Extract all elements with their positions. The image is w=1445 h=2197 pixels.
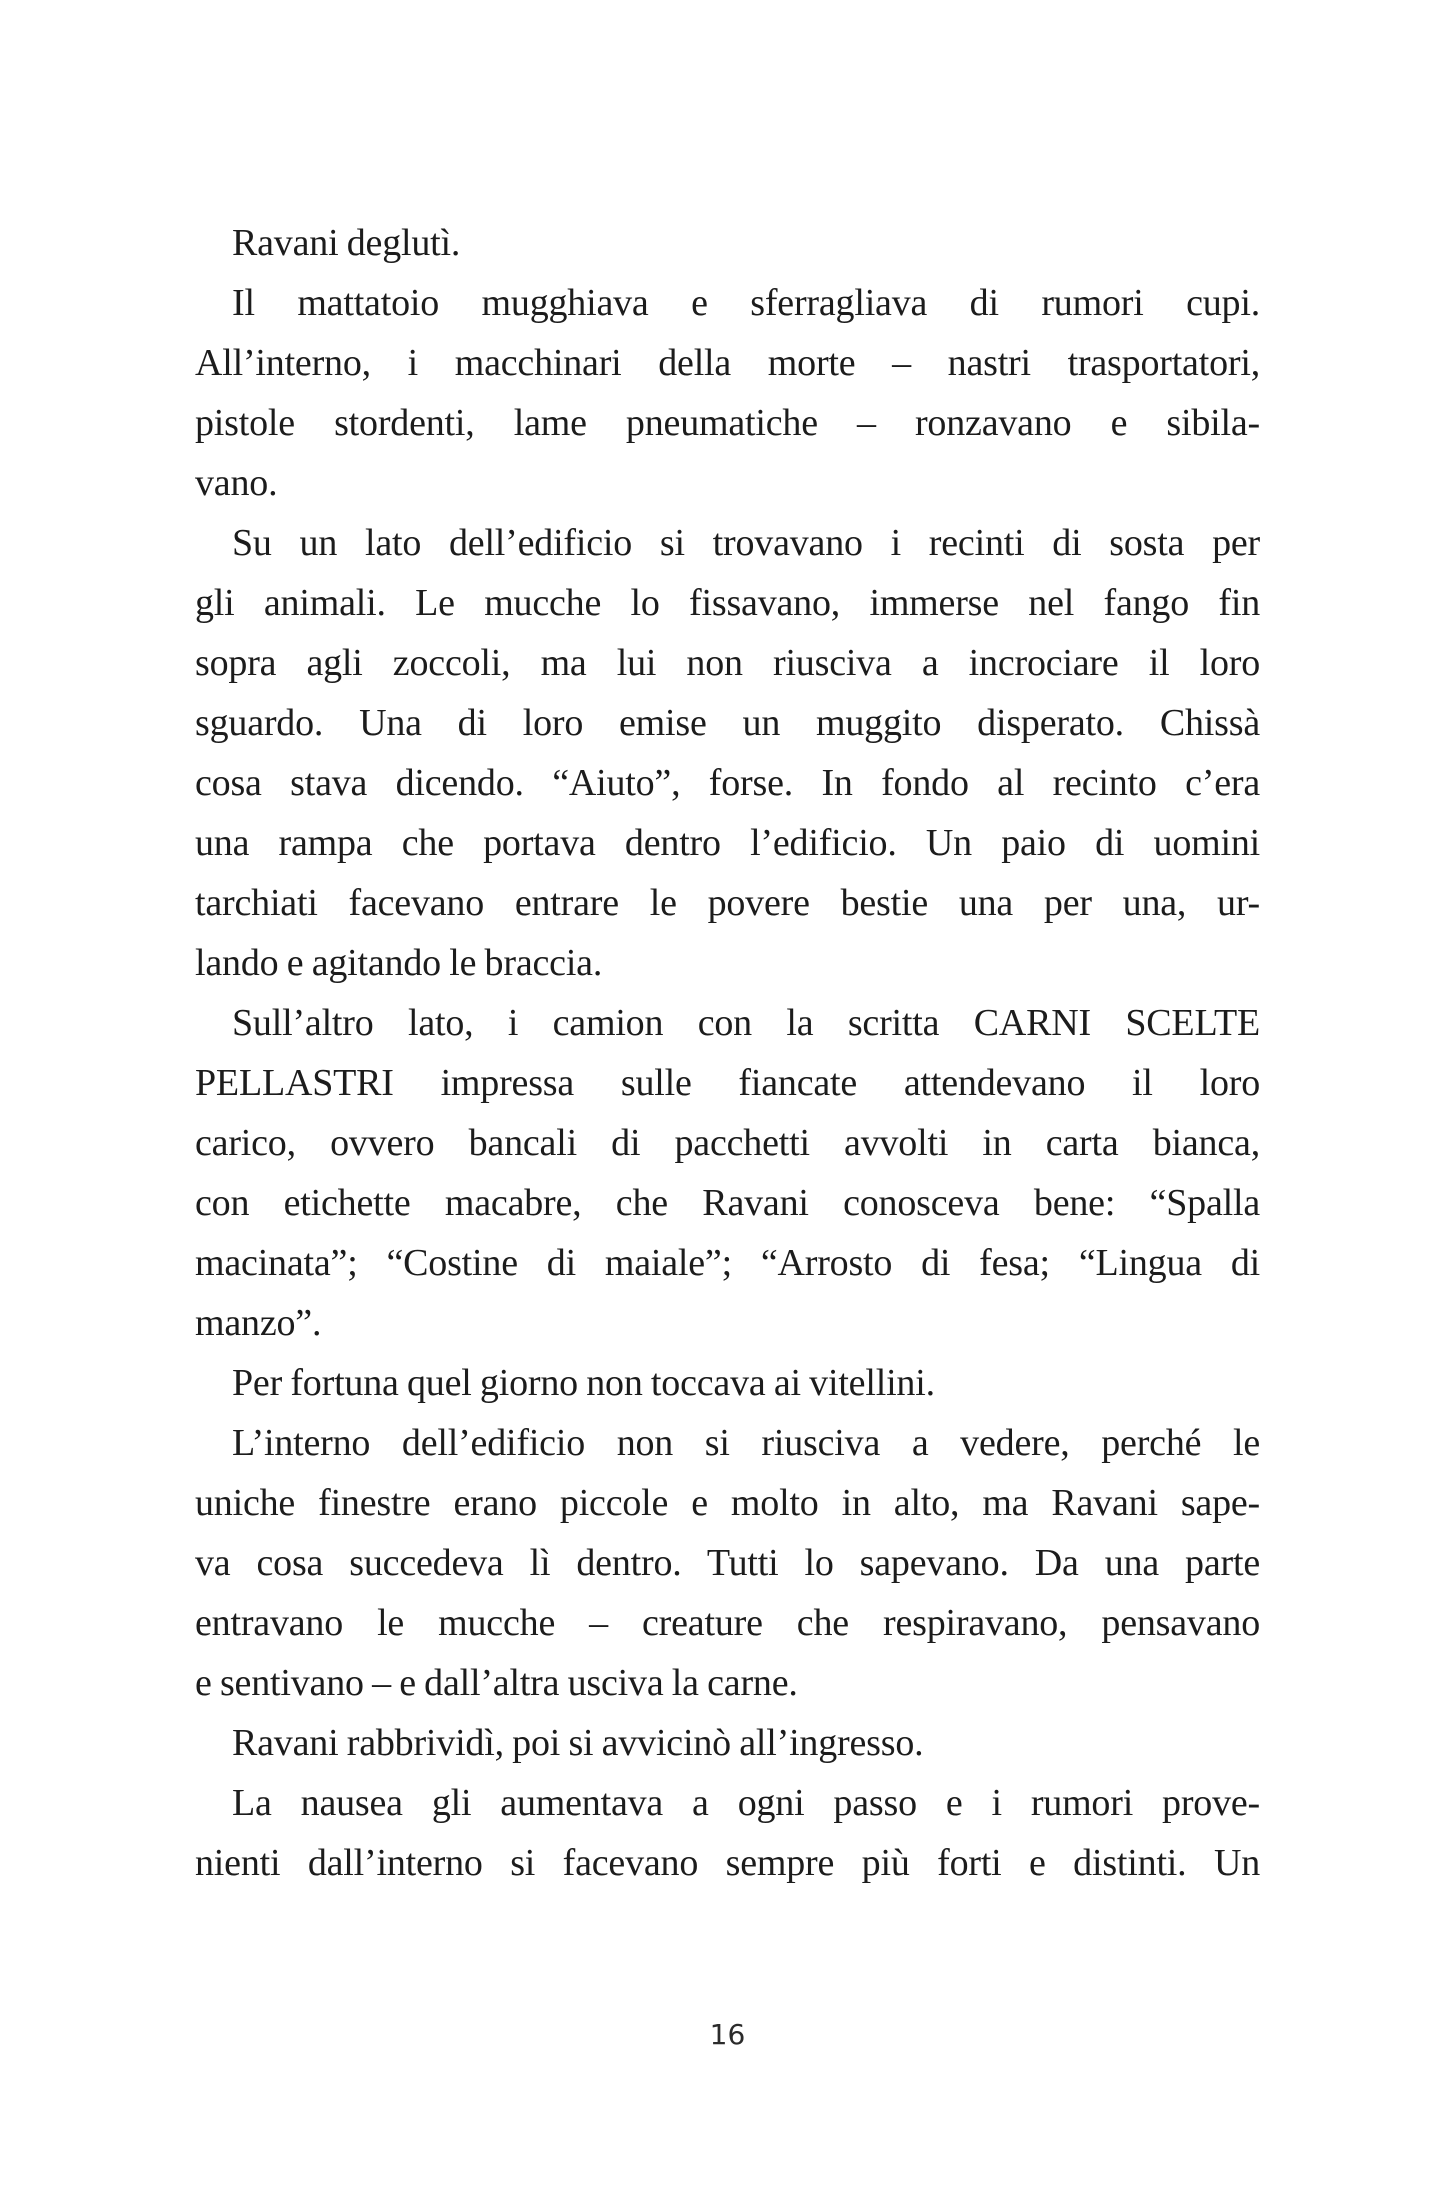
- text-line: Il mattatoio mugghiava e sferragliava di rumori cupi.: [232, 282, 1260, 324]
- text-line: sguardo. Una di loro emise un muggito disperato. Chissà: [195, 702, 1260, 744]
- text-line: vano.: [195, 462, 278, 504]
- paragraph: [195, 993, 1260, 1353]
- text-line: Su un lato dell’edificio si trovavano i recinti di sosta per: [232, 522, 1260, 564]
- text-line: una rampa che portava dentro l’edificio. Un paio di uomini: [195, 822, 1260, 864]
- text-line: e sentivano – e dall’altra usciva la carne.: [195, 1662, 798, 1704]
- text-line: L’interno dell’edificio non si riusciva a vedere, perché le: [232, 1422, 1260, 1464]
- text-line: va cosa succedeva lì dentro. Tutti lo sapevano. Da una parte: [195, 1542, 1260, 1584]
- page-number-label: 16: [709, 2018, 746, 2051]
- text-line: lando e agitando le braccia.: [195, 942, 603, 984]
- text-line: PELLASTRI impressa sulle fiancate attendevano il loro: [195, 1062, 1260, 1104]
- text-line: La nausea gli aumentava a ogni passo e i rumori prove-: [232, 1782, 1260, 1824]
- text-line: Per fortuna quel giorno non toccava ai vitellini.: [232, 1362, 935, 1404]
- text-line: Ravani deglutì.: [232, 222, 461, 264]
- paragraph: [195, 1713, 1260, 1773]
- text-line: sopra agli zoccoli, ma lui non riusciva a incrociare il loro: [195, 642, 1260, 684]
- text-line: gli animali. Le mucche lo fissavano, immerse nel fango fin: [195, 582, 1260, 624]
- text-line: carico, ovvero bancali di pacchetti avvolti in carta bianca,: [195, 1122, 1260, 1164]
- paragraph: [195, 1353, 1260, 1413]
- paragraph: [195, 213, 1260, 273]
- text-line: Sull’altro lato, i camion con la scritta CARNI SCELTE: [232, 1002, 1260, 1044]
- text-line: Ravani rabbrividì, poi si avvicinò all’ingresso.: [232, 1722, 924, 1764]
- text-line: tarchiati facevano entrare le povere bestie una per una, ur-: [195, 882, 1260, 924]
- text-line: pistole stordenti, lame pneumatiche – ronzavano e sibila-: [195, 402, 1260, 444]
- text-line: macinata”; “Costine di maiale”; “Arrosto di fesa; “Lingua di: [195, 1242, 1260, 1284]
- text-line: All’interno, i macchinari della morte – nastri trasportatori,: [195, 342, 1260, 384]
- paragraph: [195, 273, 1260, 513]
- text-line: nienti dall’interno si facevano sempre più forti e distinti. Un: [195, 1842, 1260, 1884]
- paragraph: [195, 1773, 1260, 1893]
- text-block: [195, 213, 1260, 1893]
- text-line: uniche finestre erano piccole e molto in alto, ma Ravani sape-: [195, 1482, 1260, 1524]
- paragraph: [195, 1413, 1260, 1713]
- text-line: cosa stava dicendo. “Aiuto”, forse. In fondo al recinto c’era: [195, 762, 1260, 804]
- paragraph: [195, 513, 1260, 993]
- text-line: con etichette macabre, che Ravani conosceva bene: “Spalla: [195, 1182, 1260, 1224]
- text-line: entravano le mucche – creature che respiravano, pensavano: [195, 1602, 1260, 1644]
- text-line: manzo”.: [195, 1302, 322, 1344]
